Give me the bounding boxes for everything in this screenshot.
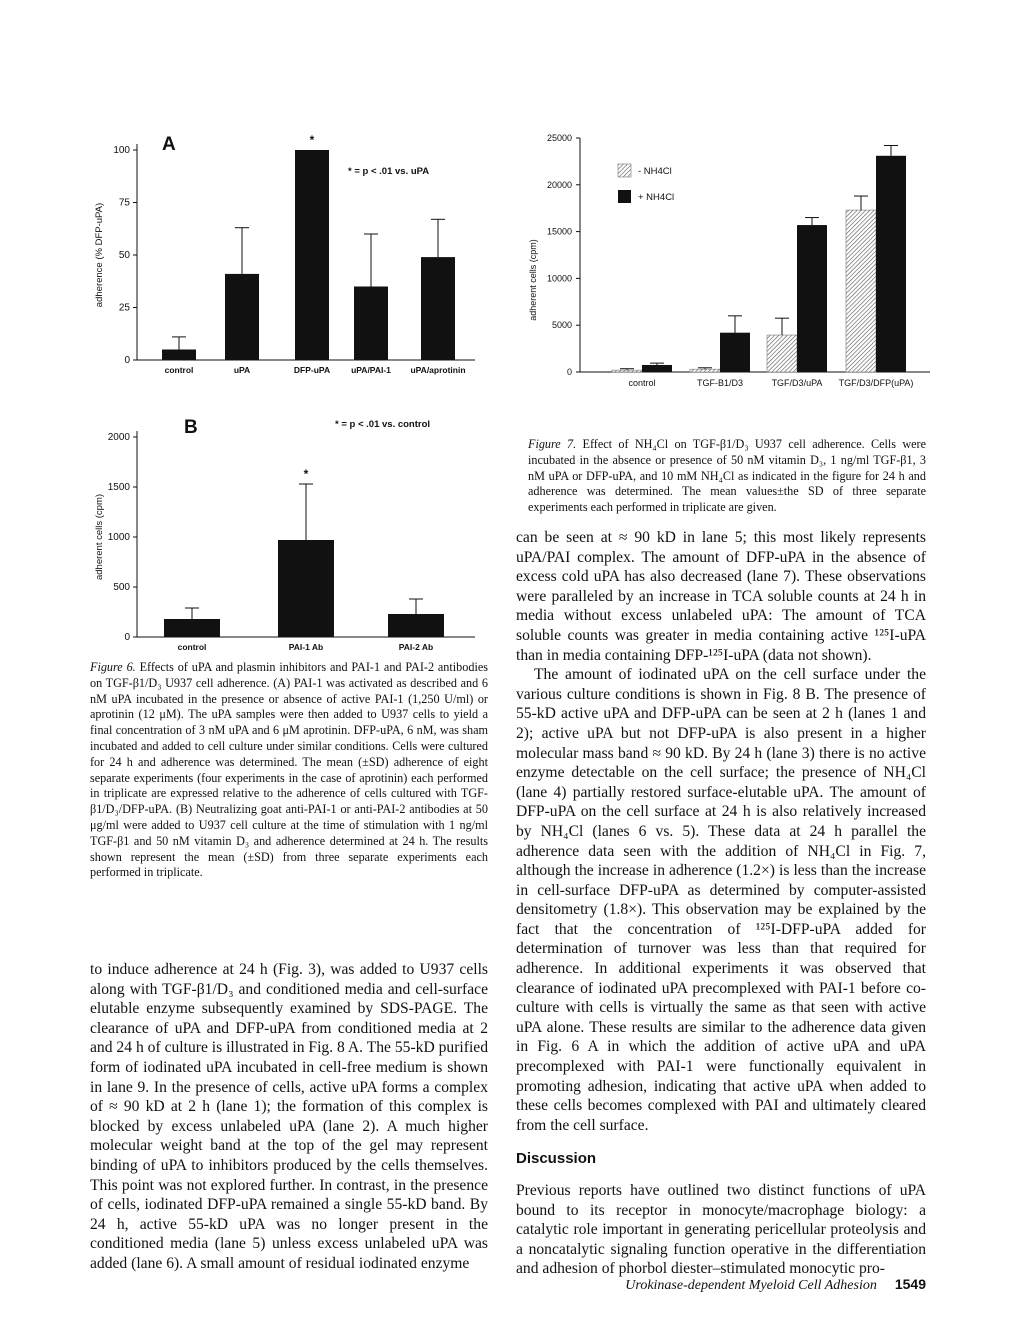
bar <box>797 225 827 372</box>
significance-mark: * <box>309 133 315 147</box>
y-tick-label: 10000 <box>546 273 572 284</box>
bar <box>388 614 444 637</box>
bar <box>354 287 388 361</box>
y-tick-label: 5000 <box>551 320 572 331</box>
bar <box>846 210 876 372</box>
figure-7-caption <box>528 437 926 516</box>
y-tick-label: 500 <box>113 582 130 593</box>
right-column-text <box>516 528 926 1279</box>
bar <box>767 335 797 372</box>
bar <box>690 369 720 372</box>
x-tick-label: control <box>177 642 207 652</box>
discussion-heading: Discussion <box>516 1150 597 1168</box>
y-tick-label: 100 <box>113 145 130 156</box>
x-tick-label: control <box>164 365 194 375</box>
x-tick-label: uPA <box>233 365 251 375</box>
figure-6-caption <box>90 660 488 881</box>
y-tick-label: 0 <box>124 355 130 366</box>
y-tick-label: 1500 <box>107 482 130 493</box>
bar <box>278 540 334 637</box>
figure-6-caption-text: Effects of uPA and plasmin inhibitors and PAI-1 and PAI-2 antibodies on TGF-β1/D₃ U937 cell adherence. (A) PAI-1 was activated as described and 6 nM uPA incubated in the presence or absence of active PAI-1 (1,250 U/ml) or aprotinin (12 μM). The uPA samples were then added to U937 cells to yield a final concentration of 3 nM uPA and 6 μM aprotinin. DFP-uPA, 6 nM, was sham incubated and added to cell culture under similar conditions. Cells were cultured for 24 h and adherence was determined. The mean (±SD) adherence of eight separate experiments (four experiments in the case of aprotinin) each performed in triplicate are expressed relative to the adherence of cells cultured with TGF-β1/D₃/DFP-uPA. (B) Neutralizing goat anti-PAI-1 or anti-PAI-2 antibodies at 50 μg/ml were added to U937 cell culture at the time of stimulation with 1 ng/ml TGF-β1 and 50 nM vitamin D₃ and adherence determined at 24 h. The results shown represent the mean (±SD) from three separate experiments each performed in triplicate. <box>90 660 488 880</box>
x-tick-label: TGF/D3/DFP(uPA) <box>838 378 914 388</box>
y-tick-label: 20000 <box>546 179 572 190</box>
bar <box>164 619 220 637</box>
y-tick-label: 1000 <box>107 532 130 543</box>
y-tick-label: 15000 <box>546 226 572 237</box>
legend-swatch <box>618 190 631 203</box>
x-tick-label: TGF-B1/D3 <box>696 378 744 388</box>
legend-swatch <box>618 164 631 177</box>
x-tick-label: PAI-1 Ab <box>288 642 324 652</box>
legend-label: + NH4Cl <box>638 192 675 203</box>
legend-label: - NH4Cl <box>638 166 672 177</box>
figure-7-label: Figure 7. <box>528 437 577 451</box>
x-tick-label: PAI-2 Ab <box>398 642 434 652</box>
y-axis-label: adherent cells (cpm) <box>528 239 538 321</box>
figure-6b-chart <box>80 405 500 655</box>
bar <box>642 365 672 372</box>
paragraph: Previous reports have outlined two distinct functions of uPA bound to its receptor in monocyte/macrophage biology: a catalytic role important in generating pericellular proteolysis and a noncatalytic signaling function operative in the differentiation and adhesion of phorbol diester–stimulated monocytic pro- <box>516 1182 926 1278</box>
page-number: 1549 <box>894 1276 926 1292</box>
y-tick-label: 75 <box>118 197 130 209</box>
bar <box>421 257 455 360</box>
bar <box>295 150 329 360</box>
y-tick-label: 50 <box>118 250 130 261</box>
paragraph: The amount of iodinated uPA on the cell surface under the various culture conditions is shown in Fig. 8 B. The presence of 55-kD active uPA and DFP-uPA can be seen at 2 h (lanes 1 and 2); active uPA but not DFP-uPA is also present in a higher molecular mass band ≈ 90 kD. By 24 h (lane 3) there is no active enzyme detectable on the cell surface; the presence of NH₄Cl (lane 4) partially restored surface-elutable uPA. The amount of DFP-uPA on the cell surface at 24 h is also relatively increased by NH₄Cl (lanes 6 vs. 5). These data at 24 h parallel the adherence data seen with the addition of NH₄Cl in Fig. 7, although the increase in adherence (1.2×) is less than the increase in cell-surface DFP-uPA as determined by computer-assisted densitometry (1.8×). This observation may be explained by the fact that the concentration of ¹²⁵I-DFP-uPA added for determination of turnover was less than that required for adherence. In additional experiments it was observed that clearance of iodinated uPA precomplexed with PAI-1 before co-culture with cells is virtually the same as that seen with active uPA alone. These results are similar to the adherence data given in Fig. 6 A in which the addition of active uPA and uPA precomplexed with PAI-1 were functionally equivalent in promoting adhesion, indicating that active uPA when added to these cells becomes complexed with PAI and ultimately cleared from the cell surface. <box>516 666 926 1134</box>
bar <box>720 333 750 372</box>
x-tick-label: control <box>628 378 656 388</box>
running-title: Urokinase-dependent Myeloid Cell Adhesion <box>625 1278 877 1293</box>
page-footer <box>560 1276 926 1294</box>
left-column-text <box>90 960 488 1274</box>
panel-label: A <box>162 134 176 155</box>
bar <box>876 156 906 372</box>
x-tick-label: DFP-uPA <box>293 365 331 375</box>
significance-mark: * <box>303 467 309 481</box>
x-tick-label: TGF/D3/uPA <box>771 378 823 388</box>
figure-6-label: Figure 6. <box>90 660 136 674</box>
figure-6a-chart <box>80 120 500 395</box>
figure-7-caption-text: Effect of NH₄Cl on TGF-β1/D₃ U937 cell adherence. Cells were incubated in the absence or presence of 50 nM vitamin D₃, 1 ng/ml TGF-β1, 3 nM uPA or DFP-uPA, and 10 mM NH₄Cl as indicated in the figure for 24 h and adherence was determined. The mean values±the SD of three separate experiments each performed in triplicate are given. <box>528 437 927 515</box>
y-axis-label: adherent cells (cpm) <box>94 493 105 581</box>
significance-note: * = p < .01 vs. control <box>335 419 431 430</box>
y-tick-label: 0 <box>124 632 130 643</box>
paragraph: to induce adherence at 24 h (Fig. 3), was added to U937 cells along with TGF-β1/D₃ and conditioned media and cell-surface elutable enzyme subsequently examined by SDS-PAGE. The clearance of uPA and DFP-uPA from conditioned media at 2 and 24 h of culture is illustrated in Fig. 8 A. The 55-kD purified form of iodinated uPA incubated in cell-free medium is shown in lane 9. In the presence of cells, active uPA forms a complex of ≈ 90 kD at 2 h (lane 1); the formation of this complex is blocked by excess unlabeled uPA (lane 2). A much higher molecular weight band at the top of the gel may represent binding of uPA to inhibitors produced by the cells themselves. This point was not explored further. In contrast, in the presence of cells, iodinated DFP-uPA remained a single 55-kD band. By 24 h, active 55-kD uPA was no longer present in the conditioned media (lane 5) unless excess unlabeled uPA was added (lane 6). A small amount of residual iodinated enzyme <box>90 961 488 1272</box>
y-axis-label: adherence (% DFP-uPA) <box>94 202 105 308</box>
y-tick-label: 25 <box>118 302 130 314</box>
paragraph: can be seen at ≈ 90 kD in lane 5; this most likely represents uPA/PAI complex. The amount of DFP-uPA in the absence of excess cold uPA has also decreased (lane 7). These observations were paralleled by an increase in TCA soluble counts at 24 h in media without excess unlabeled uPA: The amount of TCA soluble counts was greater in media containing active ¹²⁵I-uPA than in media containing DFP-¹²⁵I-uPA (data not shown). <box>516 529 926 664</box>
y-tick-label: 25000 <box>546 133 572 143</box>
significance-note: * = p < .01 vs. uPA <box>348 166 430 177</box>
x-tick-label: uPA/PAI-1 <box>351 365 391 375</box>
bar <box>162 350 196 361</box>
figure-7-chart <box>510 120 940 400</box>
y-tick-label: 0 <box>566 367 572 377</box>
x-tick-label: uPA/aprotinin <box>410 365 466 375</box>
y-tick-label: 2000 <box>107 432 130 443</box>
bar <box>612 370 642 372</box>
bar <box>225 274 259 360</box>
panel-label: B <box>184 417 198 438</box>
